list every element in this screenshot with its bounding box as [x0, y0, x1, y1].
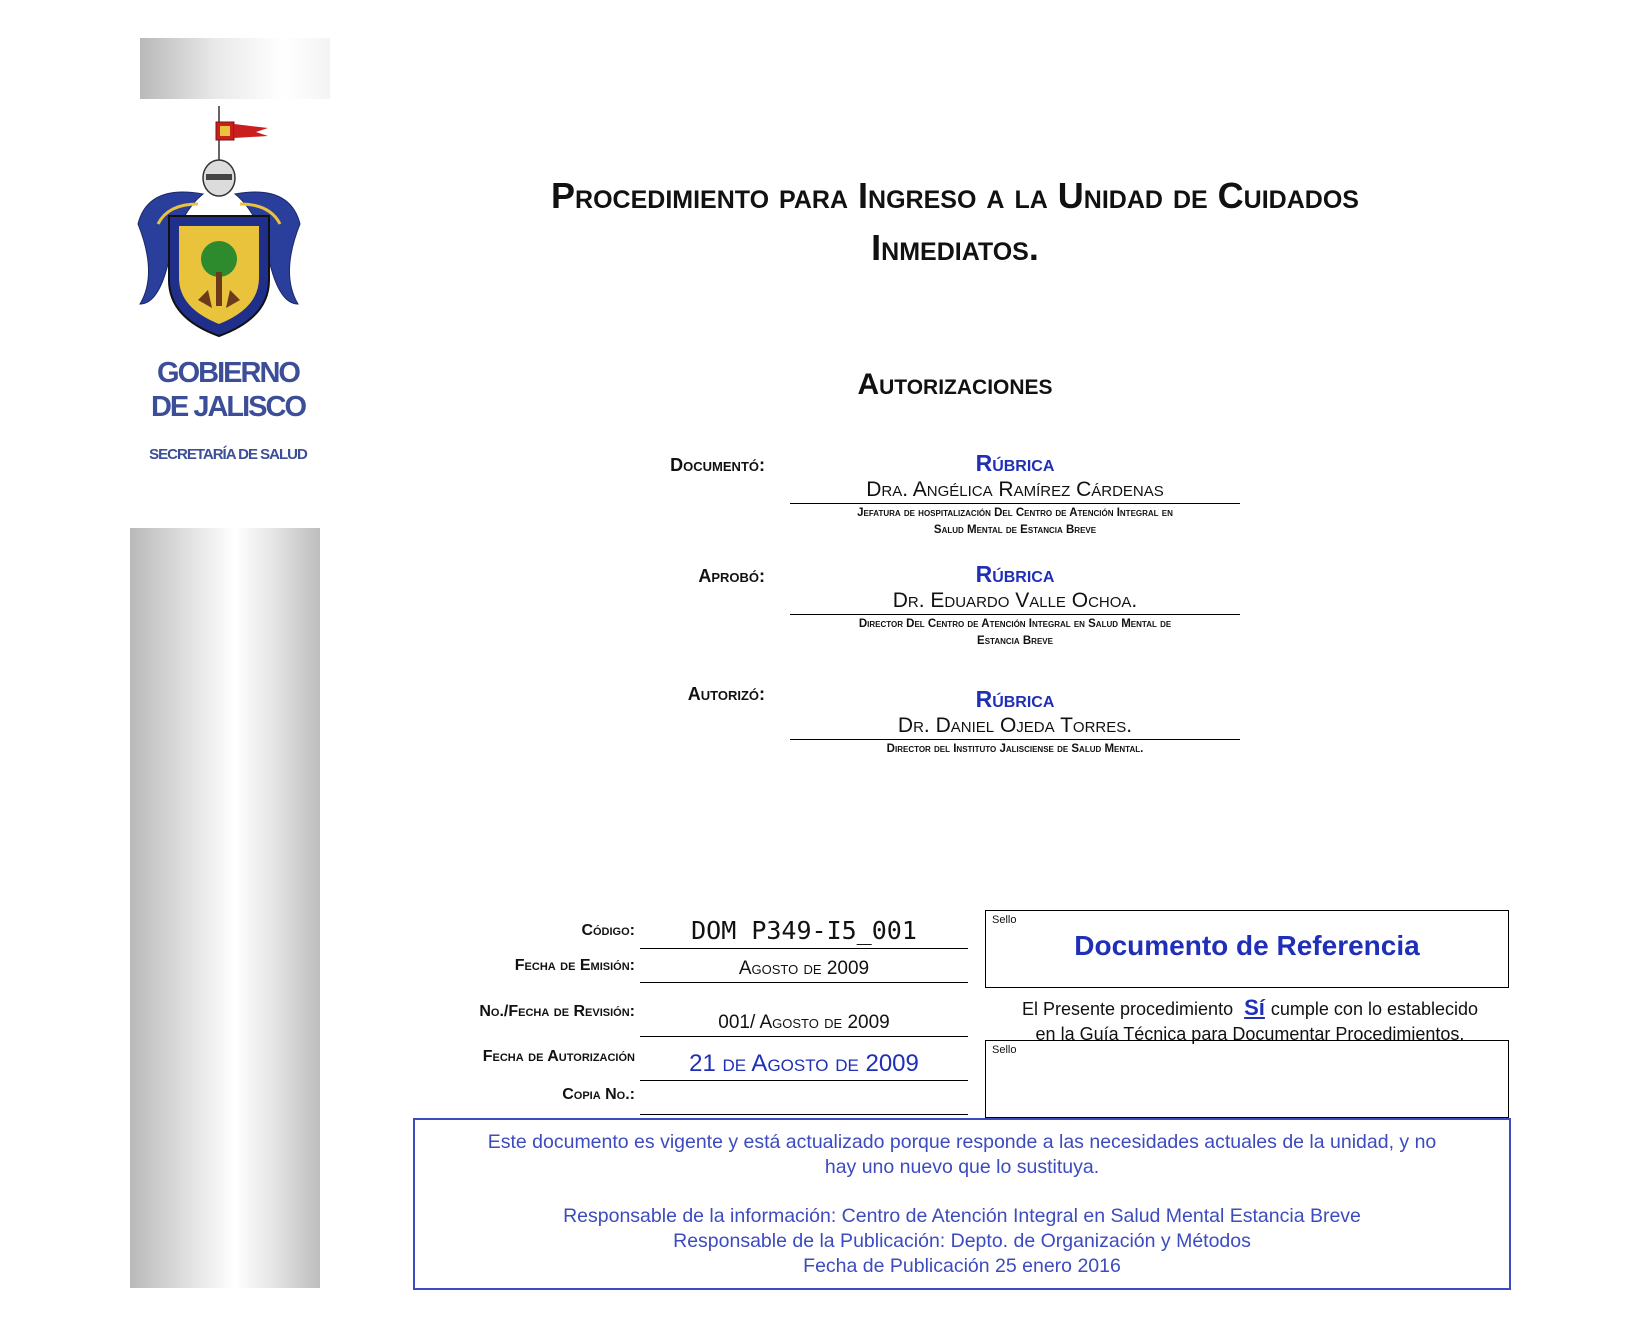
compliance-si: Sí	[1244, 995, 1265, 1020]
emision-value: Agosto de 2009	[640, 954, 968, 983]
gov-name-line1: GOBIERNO	[157, 357, 299, 389]
signature-label-aprobo: Aprobó:	[698, 566, 765, 586]
gov-name-line2: DE JALISCO	[150, 391, 306, 423]
revision-label: No./Fecha de Revisión:	[479, 1003, 635, 1020]
reference-document-text: Documento de Referencia	[1074, 930, 1420, 961]
signature-rubrica-autorizo: Rúbrica	[975, 686, 1055, 712]
jalisco-coat-of-arms-icon	[128, 104, 310, 344]
secretaria-label: SECRETARÍA DE SALUD	[149, 446, 307, 463]
signature-rubrica-aprobo: Rúbrica	[975, 561, 1055, 587]
codigo-value: DOM P349-I5_001	[640, 912, 968, 949]
footer-line4: Responsable de la Publicación: Depto. de Organización y Métodos	[673, 1230, 1251, 1252]
autorizacion-value: 21 de Agosto de 2009	[640, 1046, 968, 1081]
copia-label: Copia No.:	[562, 1086, 635, 1103]
header-gradient-bar	[140, 38, 330, 99]
copia-value	[640, 1084, 968, 1115]
document-title-line1: Procedimiento para Ingreso a la Unidad de Cuidados	[551, 175, 1359, 216]
autorizacion-label: Fecha de Autorización	[482, 1048, 635, 1065]
footer-line2: hay uno nuevo que lo sustituya.	[824, 1156, 1100, 1178]
sello-label-2: Sello	[992, 1044, 1017, 1056]
codigo-label: Código:	[581, 922, 635, 939]
footer-line5: Fecha de Publicación 25 enero 2016	[803, 1255, 1121, 1277]
signature-label-documento: Documentó:	[670, 455, 765, 475]
signature-role-line1: Jefatura de hospitalización Del Centro de Atención Integral en	[857, 507, 1173, 519]
emision-label: Fecha de Emisión:	[514, 957, 635, 974]
footer-line3: Responsable de la información: Centro de Atención Integral en Salud Mental Estancia Breve	[563, 1205, 1361, 1227]
signature-role-autorizo	[790, 741, 1240, 758]
signature-role-line1: Director Del Centro de Atención Integral en Salud Mental de	[858, 618, 1172, 630]
footer-line1: Este documento es vigente y está actualizado porque responde a las necesidades actuales de la unidad, y no	[487, 1131, 1437, 1153]
side-gradient-column	[130, 528, 320, 1288]
compliance-pre: El Presente procedimiento	[1021, 999, 1234, 1019]
signature-role-line2: Salud Mental de Estancia Breve	[933, 524, 1097, 536]
document-title	[420, 170, 1490, 274]
revision-value: 001/ Agosto de 2009	[640, 1008, 968, 1037]
signature-name-aprobo: Dr. Eduardo Valle Ochoa.	[790, 589, 1240, 615]
signature-role-aprobo	[790, 616, 1240, 650]
government-name	[118, 356, 338, 424]
signature-name-documento: Dra. Angélica Ramírez Cárdenas	[790, 478, 1240, 504]
compliance-line2: en la Guía Técnica para Documentar Procedimientos.	[1035, 1024, 1465, 1044]
signature-label-autorizo: Autorizó:	[687, 684, 765, 704]
signature-rubrica-documento: Rúbrica	[975, 450, 1055, 476]
seal-box	[985, 1040, 1509, 1118]
signature-role-line2: Estancia Breve	[977, 635, 1053, 647]
document-title-line2: Inmediatos.	[871, 227, 1039, 268]
section-title: Autorizaciones	[857, 368, 1053, 401]
compliance-post: cumple con lo establecido	[1270, 999, 1479, 1019]
signature-role-documento	[790, 505, 1240, 539]
sello-label: Sello	[992, 914, 1017, 926]
signature-name-autorizo: Dr. Daniel Ojeda Torres.	[790, 714, 1240, 740]
signature-role-line1: Director del Instituto Jalisciense de Salud Mental.	[886, 743, 1144, 755]
footer-text	[415, 1130, 1509, 1279]
